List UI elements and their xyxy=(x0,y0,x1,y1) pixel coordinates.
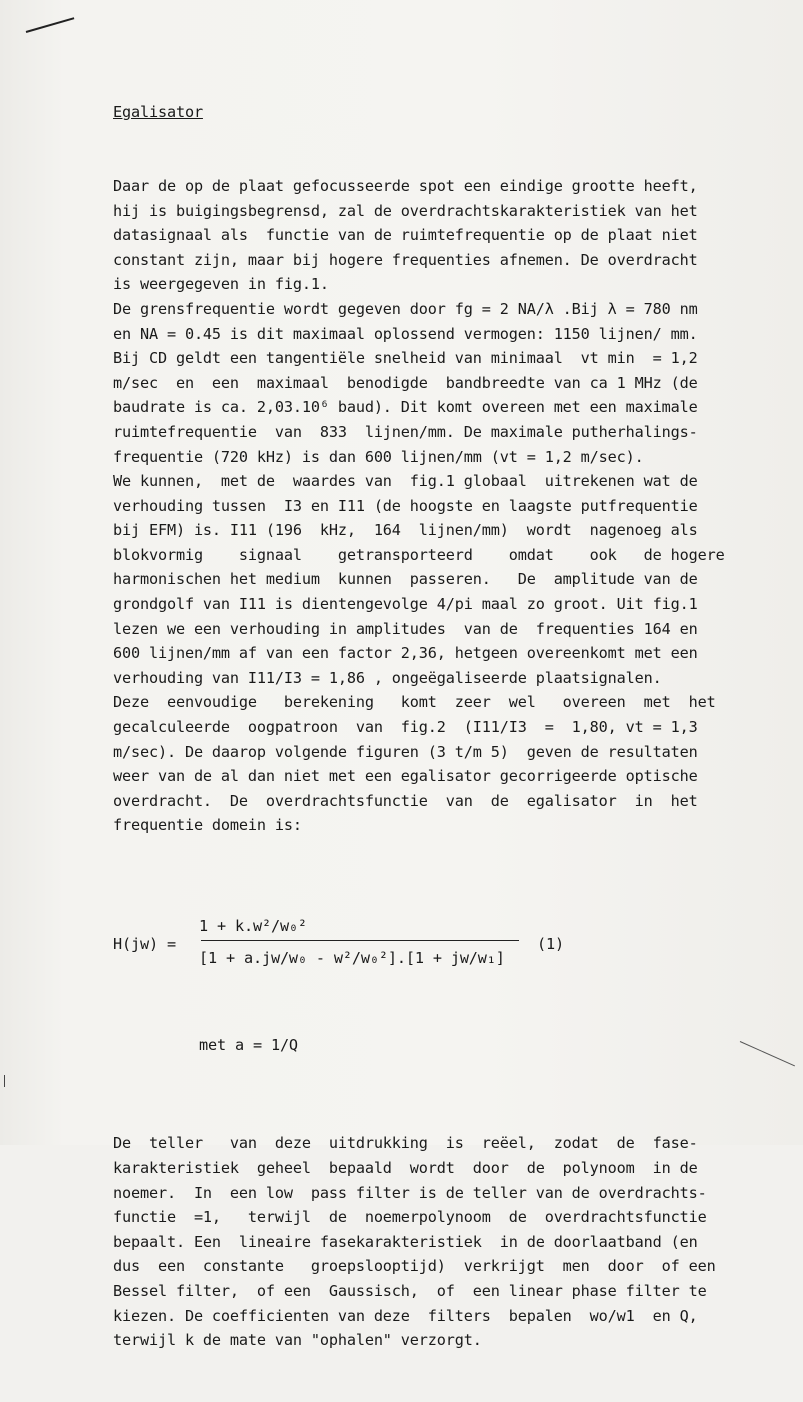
text-line: bij EFM) is. I11 (196 kHz, 164 lijnen/mm) wordt nagenoeg als xyxy=(113,521,698,540)
formula-where: met a = 1/Q xyxy=(199,1035,298,1054)
text-line: Bessel filter, of een Gaussisch, of een linear phase filter te xyxy=(113,1281,707,1300)
formula-lhs: H(jw) = xyxy=(113,934,176,953)
text-line: blokvormig signaal getransporteerd omdat ook de hogere xyxy=(113,545,725,564)
text-line: frequentie domein is: xyxy=(113,816,302,835)
equation-number: (1) xyxy=(537,934,564,953)
text-line: verhouding van I11/I3 = 1,86 , ongeëgaliseerde plaatsignalen. xyxy=(113,668,662,687)
formula xyxy=(113,912,653,984)
fraction-bar xyxy=(201,940,519,941)
text-line: ruimtefrequentie van 833 lijnen/mm. De maximale putherhalings- xyxy=(113,422,698,441)
text-line: harmonischen het medium kunnen passeren. De amplitude van de xyxy=(113,570,698,589)
text-line: functie =1, terwijl de noemerpolynoom de overdrachtsfunctie xyxy=(113,1208,707,1227)
text-line: en NA = 0.45 is dit maximaal oplossend vermogen: 1150 lijnen/ mm. xyxy=(113,324,698,343)
formula-numerator: 1 + k.w²/w₀² xyxy=(199,916,307,935)
text-line: dus een constante groepslooptijd) verkrijgt men door of een xyxy=(113,1257,716,1276)
text-line: lezen we een verhouding in amplitudes van de frequenties 164 en xyxy=(113,619,698,638)
text-line: Deze eenvoudige berekening komt zeer wel overeen met het xyxy=(113,693,716,712)
text-line: frequentie (720 kHz) is dan 600 lijnen/mm (vt = 1,2 m/sec). xyxy=(113,447,644,466)
text-line: weer van de al dan niet met een egalisator gecorrigeerde optische xyxy=(113,767,698,786)
document-body xyxy=(113,51,793,1402)
formula-denominator: [1 + a.jw/w₀ - w²/w₀²].[1 + jw/w₁] xyxy=(199,948,505,967)
text-line: noemer. In een low pass filter is de teller van de overdrachts- xyxy=(113,1183,707,1202)
text-line: 600 lijnen/mm af van een factor 2,36, hetgeen overeenkomt met een xyxy=(113,644,698,663)
text-line: We kunnen, met de waardes van fig.1 globaal uitrekenen wat de xyxy=(113,472,698,491)
text-line: De teller van deze uitdrukking is reëel, zodat de fase- xyxy=(113,1134,698,1153)
text-line: bepaalt. Een lineaire fasekarakteristiek in de doorlaatband (en xyxy=(113,1232,698,1251)
text-line: karakteristiek geheel bepaald wordt door de polynoom in de xyxy=(113,1158,698,1177)
paragraph-block xyxy=(113,174,793,838)
text-line: m/sec en een maximaal benodigde bandbreedte van ca 1 MHz (de xyxy=(113,373,698,392)
section-title: Egalisator xyxy=(113,103,203,122)
text-line: terwijl k de mate van "ophalen" verzorgt. xyxy=(113,1331,482,1350)
pen-mark xyxy=(26,17,75,33)
paragraph-block xyxy=(113,1131,793,1352)
text-line: kiezen. De coefficienten van deze filters bepalen wo/w1 en Q, xyxy=(113,1306,698,1325)
text-line: Daar de op de plaat gefocusseerde spot een eindige grootte heeft, xyxy=(113,176,698,195)
text-line: constant zijn, maar bij hogere frequenties afnemen. De overdracht xyxy=(113,250,698,269)
text-line: is weergegeven in fig.1. xyxy=(113,275,329,294)
text-line: datasignaal als functie van de ruimtefrequentie op de plaat niet xyxy=(113,226,698,245)
text-line: overdracht. De overdrachtsfunctie van de egalisator in het xyxy=(113,791,698,810)
text-line: gecalculeerde oogpatroon van fig.2 (I11/I3 = 1,80, vt = 1,3 xyxy=(113,718,698,737)
text-line: verhouding tussen I3 en I11 (de hoogste en laagste putfrequentie xyxy=(113,496,698,515)
text-line: Bij CD geldt een tangentiële snelheid van minimaal vt min = 1,2 xyxy=(113,349,698,368)
pen-mark xyxy=(4,1075,5,1087)
text-line: De grensfrequentie wordt gegeven door fg = 2 NA/λ .Bij λ = 780 nm xyxy=(113,299,698,318)
text-line: baudrate is ca. 2,03.10⁶ baud). Dit komt overeen met een maximale xyxy=(113,398,698,417)
text-line: m/sec). De daarop volgende figuren (3 t/m 5) geven de resultaten xyxy=(113,742,698,761)
text-line: grondgolf van I11 is dientengevolge 4/pi maal zo groot. Uit fig.1 xyxy=(113,595,698,614)
text-line: hij is buigingsbegrensd, zal de overdrachtskarakteristiek van het xyxy=(113,201,698,220)
